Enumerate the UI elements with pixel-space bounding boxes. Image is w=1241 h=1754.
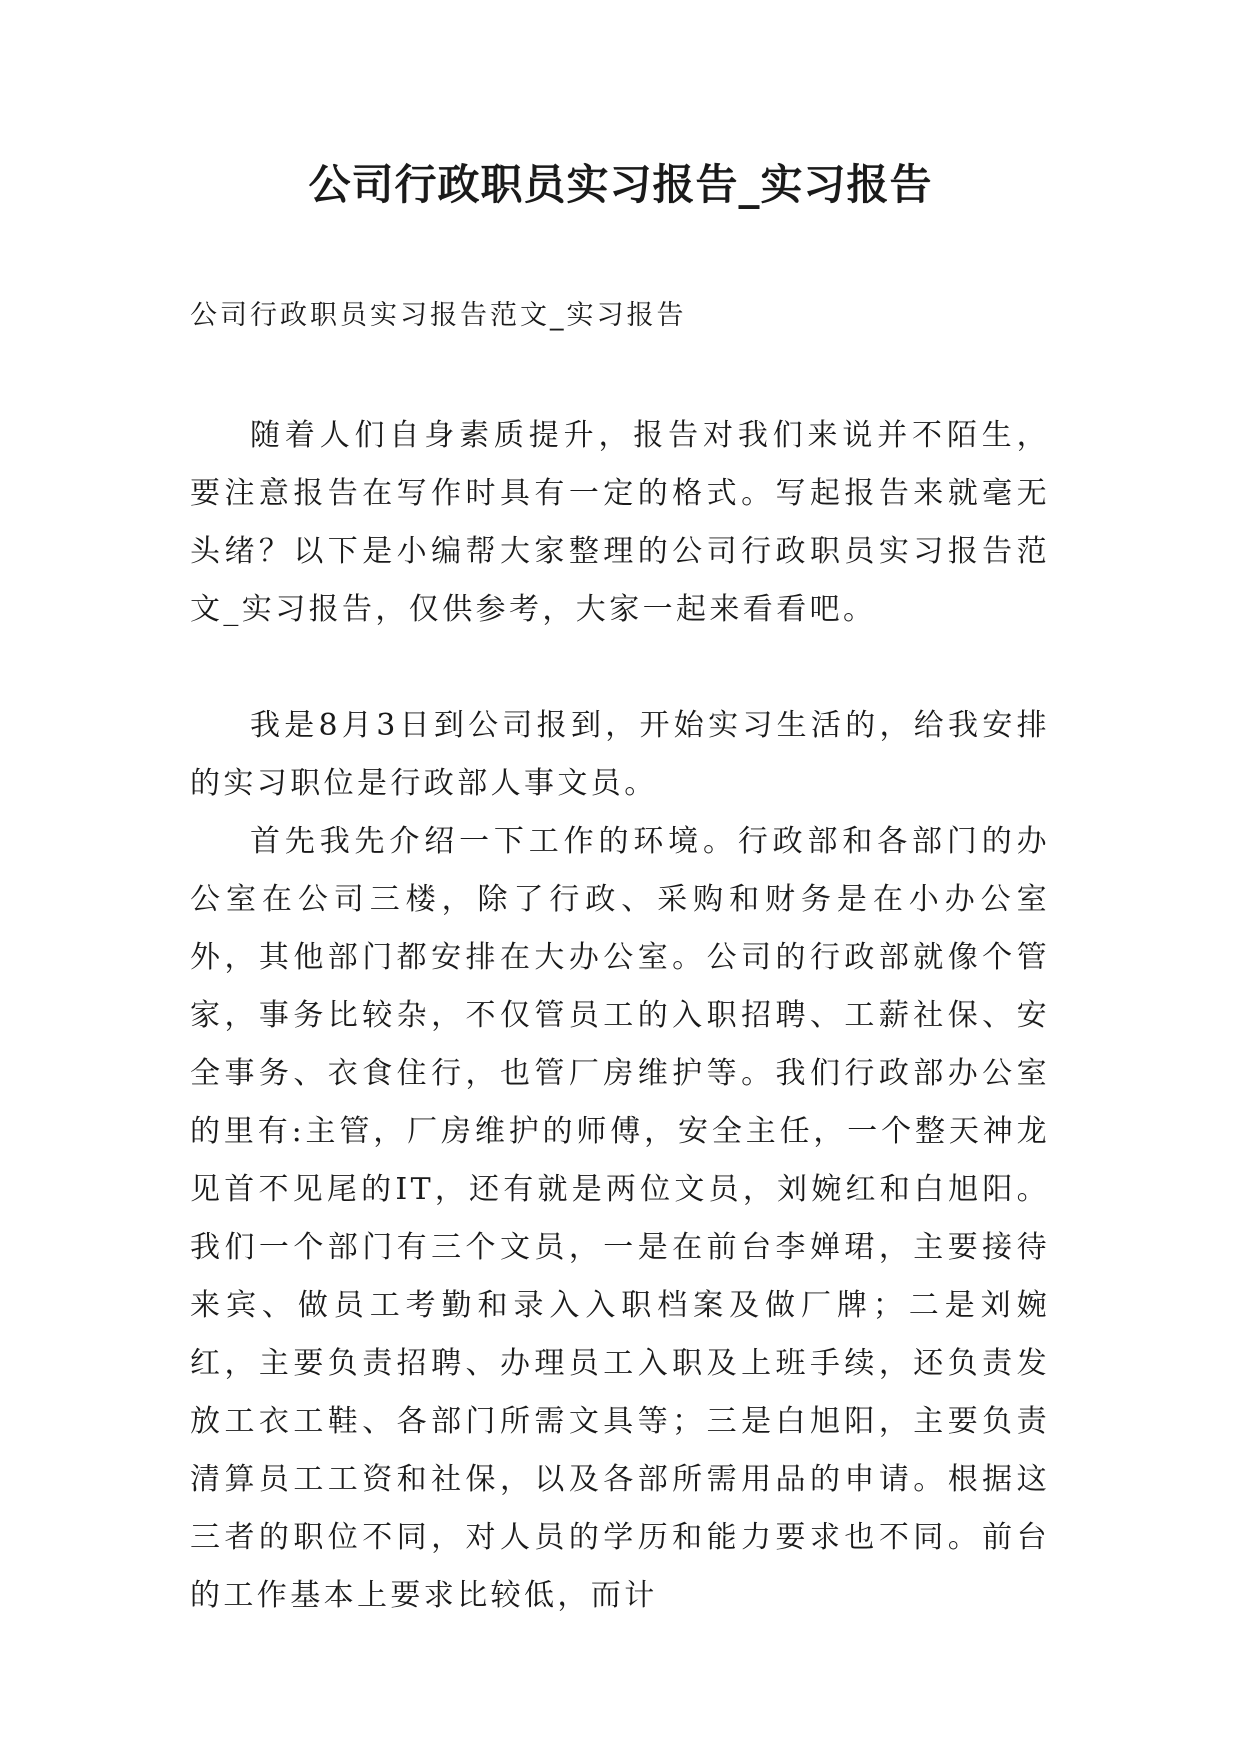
document-title: 公司行政职员实习报告_实习报告: [308, 160, 933, 209]
document-subtitle: 公司行政职员实习报告范文_实习报告: [190, 300, 687, 331]
paragraph-arrival: 我是8月3日到公司报到，开始实习生活的，给我安排的实习职位是行政部人事文员。: [190, 708, 1050, 801]
paragraph-environment: 首先我先介绍一下工作的环境。行政部和各部门的办公室在公司三楼，除了行政、采购和财务是在小办公室外，其他部门都安排在大办公室。公司的行政部就像个管家，事务比较杂，不仅管员工的入职招聘、工薪社保、安全事务、衣食住行，也管厂房维护等。我们行政部办公室的里有:主管，厂房维护的师傅，安全主任，一个整天神龙见首不见尾的IT，还有就是两位文员，刘婉红和白旭阳。我们一个部门有三个文员，一是在前台李婵珺，主要接待来宾、做员工考勤和录入入职档案及做厂牌；二是刘婉红，主要负责招聘、办理员工入职及上班手续，还负责发放工衣工鞋、各部门所需文具等；三是白旭阳，主要负责清算员工工资和社保，以及各部所需用品的申请。根据这三者的职位不同，对人员的学历和能力要求也不同。前台的工作基本上要求比较低，而计: [190, 824, 1050, 1613]
paragraph-intro: 随着人们自身素质提升，报告对我们来说并不陌生，要注意报告在写作时具有一定的格式。写起报告来就毫无头绪？以下是小编帮大家整理的公司行政职员实习报告范文_实习报告，仅供参考，大家一起来看看吧。: [190, 418, 1050, 627]
